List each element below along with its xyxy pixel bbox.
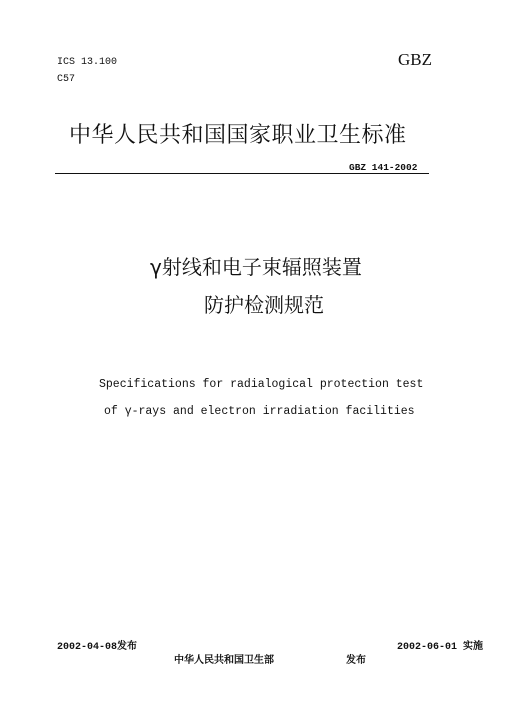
ics-code: ICS 13.100 [57,57,118,68]
issue-date: 2002-04-08发布 [57,642,138,653]
document-title-en-line1: Specifications for radialogical protection test [99,378,424,391]
implementation-date: 2002-06-01 实施 [397,642,484,653]
title-divider [55,173,429,174]
standard-category-title: 中华人民共和国国家职业卫生标准 [69,123,407,148]
ccs-code: C57 [57,74,76,85]
document-title-cn-line2: 防护检测规范 [204,293,324,317]
standard-prefix-logo: GBZ [398,50,432,69]
standard-number: GBZ 141-2002 [349,162,418,173]
document-title-en-line2: of γ-rays and electron irradiation facilities [104,405,415,418]
issue-label: 发布 [346,655,366,666]
issuing-authority: 中华人民共和国卫生部 [174,655,274,666]
document-title-cn-line1: γ射线和电子束辐照装置 [150,255,362,279]
